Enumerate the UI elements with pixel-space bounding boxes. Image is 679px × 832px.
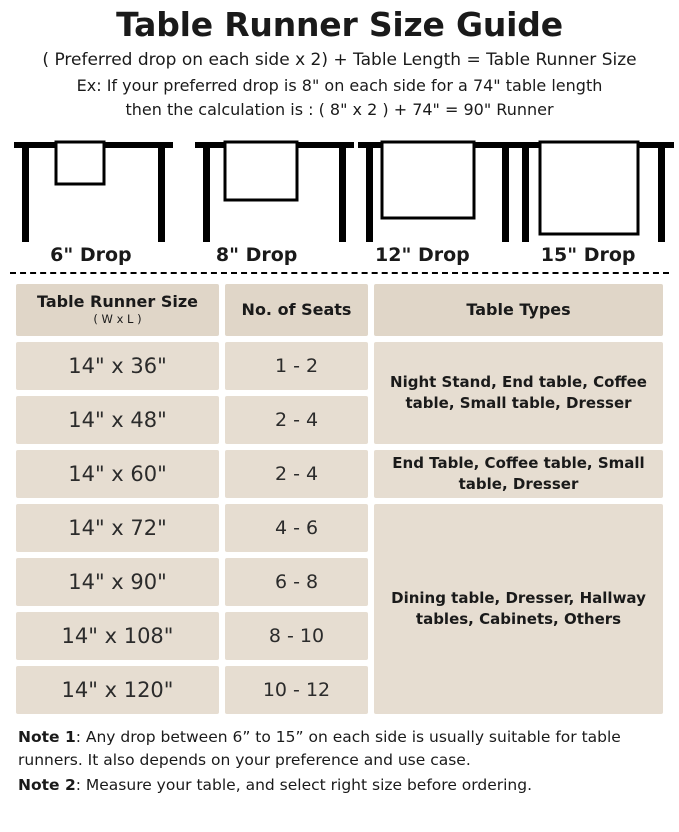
table-row: End Table, Coffee table, Small table, Dresser [374,450,663,498]
table-row: 14" x 48" [16,396,219,444]
table-drop-12-icon [356,132,519,242]
table-row: 2 - 4 [225,396,368,444]
formula-text: ( Preferred drop on each side x 2) + Table Length = Table Runner Size [42,49,637,70]
table-row: 14" x 108" [16,612,219,660]
table-drop-15-icon [516,132,676,242]
header-table-runner-size [16,284,219,336]
table-row: Dining table, Dresser, Hallway tables, Cabinets, Others [374,504,663,714]
drop-label-row [8,244,671,266]
table-row: 2 - 4 [225,450,368,498]
drop-label-15in: 15" Drop [540,243,636,266]
drop-illustration-12in [356,132,519,242]
table-row: 14" x 90" [16,558,219,606]
column-table-types [374,284,663,720]
notes-section [8,720,671,798]
note-2 [18,774,661,797]
drop-illustration-6in [12,132,175,242]
table-row: 4 - 6 [225,504,368,552]
table-row: 14" x 60" [16,450,219,498]
table-row: Night Stand, End table, Coffee table, Small table, Dresser [374,342,663,444]
header-size-label: Table Runner Size [37,292,198,312]
column-no-of-seats [225,284,368,720]
column-table-runner-size [16,284,219,720]
table-drop-6-icon [12,132,175,242]
drop-illustration-8in [193,132,356,242]
table-row: 14" x 120" [16,666,219,714]
header-no-of-seats [225,284,368,336]
drop-label-6in: 6" Drop [50,243,132,266]
note-1-text: : Any drop between 6” to 15” on each side is usually suitable for table runners. It also depends on your preference and use case. [18,727,621,769]
note-1 [18,726,661,773]
drop-label-8in: 8" Drop [215,243,298,266]
table-row: 1 - 2 [225,342,368,390]
header-types-label: Table Types [466,299,571,319]
drop-illustration-15in [516,132,676,242]
header-seats-label: No. of Seats [241,299,352,319]
example-line-2: then the calculation is : ( 8" x 2 ) + 74" = 90" Runner [125,99,554,119]
table-drop-8-icon [193,132,356,242]
page-title: Table Runner Size Guide [116,5,563,44]
note-1-lead: Note 1 [18,727,76,746]
header-table-types [374,284,663,336]
header-size-sublabel: ( W x L ) [93,312,142,327]
table-row: 14" x 36" [16,342,219,390]
table-row: 14" x 72" [16,504,219,552]
example-line-1: Ex: If your preferred drop is 8" on each side for a 74" table length [76,75,603,95]
drop-label-12in: 12" Drop [375,243,470,266]
note-2-lead: Note 2 [18,776,76,795]
drop-diagram [8,132,671,242]
dashed-divider [10,272,669,274]
size-guide-page [0,6,679,832]
table-row: 8 - 10 [225,612,368,660]
note-2-text: : Measure your table, and select right size before ordering. [75,776,533,795]
size-table [8,284,671,720]
table-row: 10 - 12 [225,666,368,714]
table-row: 6 - 8 [225,558,368,606]
